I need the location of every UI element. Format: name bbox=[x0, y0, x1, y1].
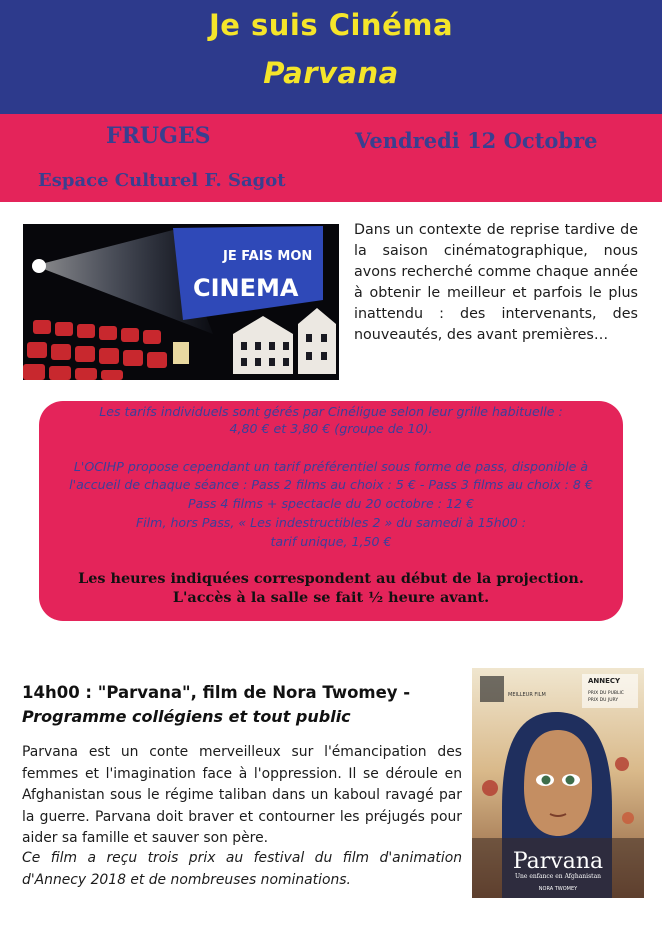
poster-tagline: Une enfance en Afghanistan bbox=[514, 873, 602, 880]
poster-director: NORA TWOMEY bbox=[538, 886, 578, 892]
pricing-line: l'accueil de chaque séance : Pass 2 films au choix : 5 € - Pass 3 films au choix : 8 € bbox=[69, 477, 593, 492]
poster-prize-best: MEILLEUR FILM bbox=[508, 692, 546, 698]
film-poster bbox=[472, 668, 644, 898]
cinema-illustration bbox=[23, 224, 339, 380]
poster-title: Parvana bbox=[512, 849, 604, 874]
pricing-line: Pass 4 films + spectacle du 20 octobre : 12 € bbox=[187, 496, 475, 511]
pricing-line: tarif unique, 1,50 € bbox=[270, 534, 392, 549]
sign-line-1: JE FAIS MON bbox=[223, 249, 313, 264]
film-heading: 14h00 : "Parvana", film de Nora Twomey - bbox=[22, 683, 411, 702]
pricing-line: L'OCIHP propose cependant un tarif préférentiel sous forme de pass, disponible à bbox=[73, 459, 589, 474]
poster-festival: ANNECY bbox=[588, 677, 621, 685]
film-audience: Programme collégiens et tout public bbox=[22, 707, 351, 726]
pricing-box bbox=[39, 401, 623, 621]
town-label: FRUGES bbox=[106, 123, 211, 149]
access-note: L'accès à la salle se fait ½ heure avant. bbox=[172, 589, 490, 606]
pricing-line: Les tarifs individuels sont gérés par Cinéligue selon leur grille habituelle : bbox=[99, 404, 563, 419]
venue-label: Espace Culturel F. Sagot bbox=[38, 170, 286, 191]
page-subtitle: Parvana bbox=[263, 56, 399, 90]
poster-prize-public: PRIX DU PUBLIC bbox=[588, 691, 624, 696]
sign-line-2: CINEMA bbox=[193, 274, 299, 302]
poster-prize-jury: PRIX DU JURY bbox=[588, 698, 619, 703]
page-title: Je suis Cinéma bbox=[208, 8, 454, 42]
pricing-line: 4,80 € et 3,80 € (groupe de 10). bbox=[229, 421, 433, 436]
film-awards: Ce film a reçu trois prix au festival du film d'animation d'Annecy 2018 et de nombreuses nominations. bbox=[22, 850, 462, 888]
pricing-line: Film, hors Pass, « Les indestructibles 2 » du samedi à 15h00 : bbox=[135, 515, 527, 530]
film-description: Parvana est un conte merveilleux sur l'émancipation des femmes et l'imagination face à l'oppression. Il se déroule en Afghanistan sous le régime taliban dans un kaboul ravagé par la guerre. Parvana doit braver et contourner les préjugés pour aider sa famille et sauver son père. bbox=[22, 744, 462, 846]
intro-paragraph: Dans un contexte de reprise tardive de la saison cinématographique, nous avons recherché comme chaque année à obtenir le meilleur et parfois le plus inattendu : des intervenants, des nouveautés, des avant premières… bbox=[354, 222, 638, 343]
event-date: Vendredi 12 Octobre bbox=[355, 128, 598, 153]
schedule-note: Les heures indiquées correspondent au début de la projection. bbox=[78, 570, 584, 587]
